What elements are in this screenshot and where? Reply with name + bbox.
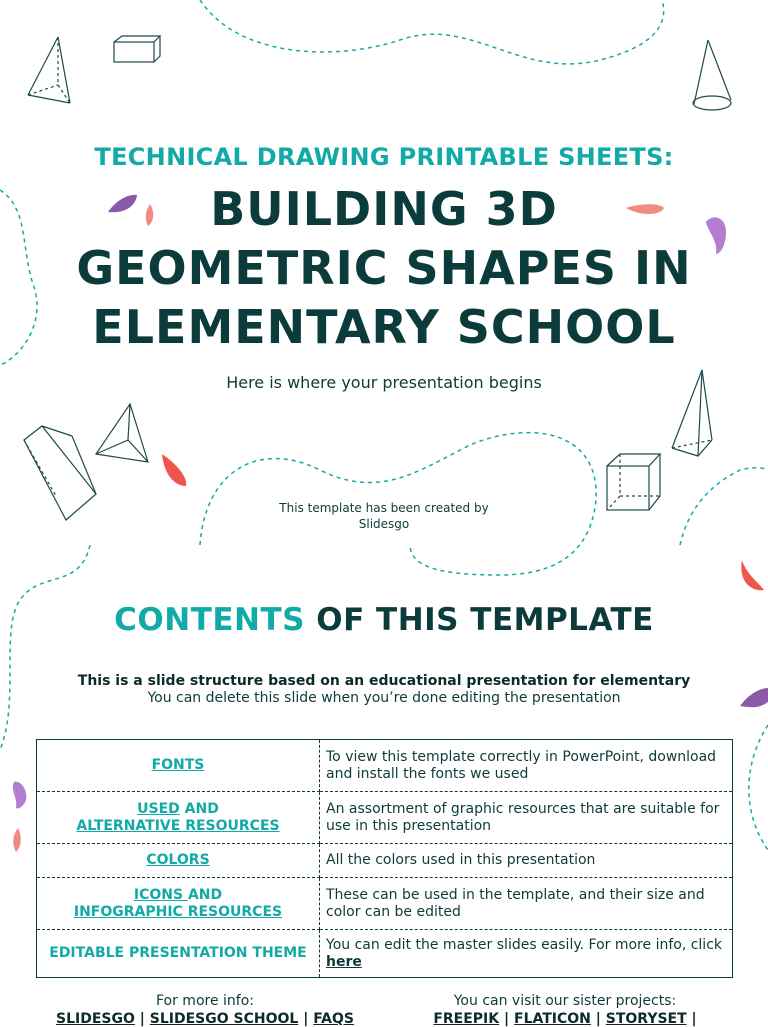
table-cell-description: These can be used in the template, and their size and color can be edited — [320, 878, 733, 930]
editable-theme-label: EDITABLE PRESENTATION THEME — [49, 945, 307, 961]
table-cell-topic — [37, 930, 320, 978]
and-text: AND — [187, 886, 223, 903]
dashed-squiggle-right — [680, 468, 768, 545]
table-cell-topic — [37, 740, 320, 792]
fonts-link[interactable]: FONTS — [151, 757, 205, 773]
template-credit: This template has been created by Slidesgo — [279, 501, 489, 531]
table-cell-topic — [37, 792, 320, 844]
dashed-squiggle-lower-right — [749, 725, 768, 850]
separator: | — [504, 1011, 510, 1027]
pyramid-top-left-icon — [28, 37, 70, 103]
table-cell-topic — [37, 844, 320, 878]
table-cell-description — [320, 930, 733, 978]
title-line: ELEMENTARY SCHOOL — [92, 300, 676, 354]
table-cell-description: An assortment of graphic resources that are suitable for use in this presentation — [320, 792, 733, 844]
icons-link[interactable]: ICONS — [133, 886, 188, 903]
slide-title — [34, 180, 734, 357]
table-cell-topic — [37, 878, 320, 930]
slide-subtitle: TECHNICAL DRAWING PRINTABLE SHEETS: — [94, 143, 674, 171]
contents-heading — [0, 602, 768, 638]
more-info-label: For more info: — [155, 993, 254, 1009]
description: You can delete this slide when you’re done editing the presentation — [147, 690, 621, 706]
drop-red-right — [741, 560, 764, 590]
cone-top-right-icon — [693, 40, 731, 110]
title-line: GEOMETRIC SHAPES IN — [76, 241, 692, 295]
separator: | — [691, 1011, 697, 1027]
faqs-link[interactable]: FAQS — [313, 1011, 354, 1027]
tetrahedron-icon — [96, 404, 148, 462]
footer-links-right — [410, 1011, 720, 1027]
sister-projects-label: You can visit our sister projects: — [453, 993, 677, 1009]
table-row — [37, 878, 733, 930]
prism-left-icon — [24, 426, 96, 520]
contents-heading-accent: CONTENTS — [114, 602, 305, 638]
title-line: BUILDING 3D — [210, 182, 558, 236]
theme-description: You can edit the master slides easily. For more info, click — [326, 936, 723, 953]
contents-heading-rest: OF THIS TEMPLATE — [304, 602, 654, 638]
table-row — [37, 792, 733, 844]
drop-red-left — [162, 454, 186, 486]
and-text: AND — [179, 800, 219, 817]
slidesgo-school-link[interactable]: SLIDESGO SCHOOL — [149, 1011, 299, 1027]
drop-coral-lower-left — [13, 828, 21, 852]
infographic-resources-link[interactable]: INFOGRAPHIC RESOURCES — [73, 903, 283, 920]
table-row — [37, 930, 733, 978]
pyramid-right-icon — [672, 370, 712, 456]
separator: | — [303, 1011, 309, 1027]
colors-link[interactable]: COLORS — [146, 852, 210, 868]
footer-links-left — [30, 1011, 380, 1027]
cube-right-icon — [607, 454, 660, 510]
dashed-squiggle-top — [200, 0, 664, 64]
separator: | — [595, 1011, 601, 1027]
table-row — [37, 740, 733, 792]
cuboid-top-icon — [114, 36, 160, 62]
alternative-resources-link[interactable]: ALTERNATIVE RESOURCES — [76, 817, 280, 834]
contents-table — [36, 739, 733, 978]
drop-lilac-left — [13, 782, 27, 809]
intro-text: Here is where your presentation begins — [226, 373, 542, 392]
flaticon-link[interactable]: FLATICON — [514, 1011, 591, 1027]
storyset-link[interactable]: STORYSET — [605, 1011, 687, 1027]
freepik-link[interactable]: FREEPIK — [433, 1011, 500, 1027]
dashed-squiggle-lower-left — [0, 545, 90, 750]
dashed-squiggle-left — [0, 190, 37, 365]
here-link[interactable]: here — [326, 953, 362, 970]
table-cell-description: All the colors used in this presentation — [320, 844, 733, 878]
used-resources-link[interactable]: USED — [137, 800, 180, 817]
description-bold: This is a slide structure based on an educational presentation for elementary — [77, 673, 691, 689]
slidesgo-link[interactable]: SLIDESGO — [56, 1011, 135, 1027]
table-row — [37, 844, 733, 878]
table-cell-description: To view this template correctly in PowerPoint, download and install the fonts we used — [320, 740, 733, 792]
separator: | — [139, 1011, 145, 1027]
